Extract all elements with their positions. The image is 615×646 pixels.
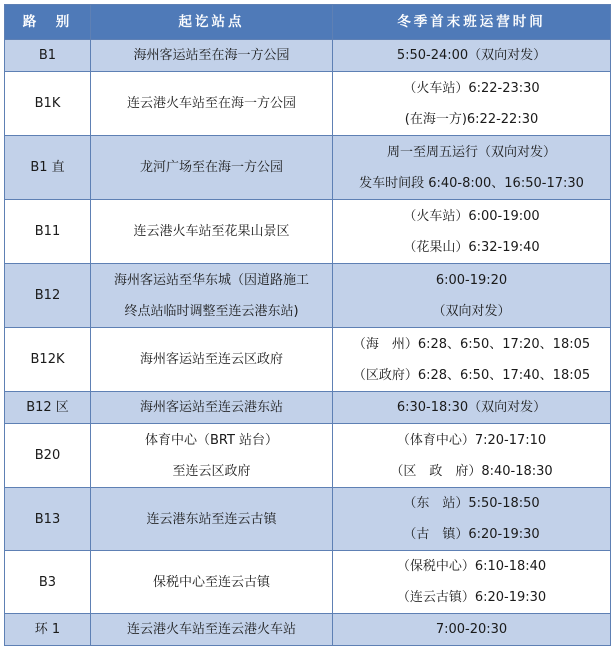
table-row bbox=[5, 424, 611, 488]
stops-line: 保税中心至连云古镇 bbox=[152, 574, 270, 590]
time-cell bbox=[333, 488, 611, 551]
bus-schedule-table bbox=[4, 4, 611, 646]
time-cell bbox=[333, 136, 611, 200]
route-cell: B20 bbox=[5, 424, 91, 488]
table-row bbox=[5, 200, 611, 264]
route-cell: B3 bbox=[5, 551, 91, 614]
time-line: （区政府）6:28、6:50、17:40、18:05 bbox=[352, 367, 591, 383]
table-body bbox=[5, 40, 611, 646]
route-cell: 环 1 bbox=[5, 614, 91, 646]
time-cell bbox=[333, 40, 611, 72]
table-row bbox=[5, 136, 611, 200]
stops-line: 连云港火车站至连云港火车站 bbox=[126, 622, 296, 637]
route-cell: B1 bbox=[5, 40, 91, 72]
header-time: 冬季首末班运营时间 bbox=[333, 5, 611, 40]
stops-line: 海州客运站至华东城（因道路施工 bbox=[113, 272, 309, 288]
time-cell bbox=[333, 200, 611, 264]
table-row bbox=[5, 72, 611, 136]
time-line: （体育中心）7:20-17:10 bbox=[396, 432, 547, 448]
time-line: 6:30-18:30（双向对发） bbox=[396, 400, 547, 415]
time-line: 5:50-24:00（双向对发） bbox=[396, 48, 547, 63]
time-cell bbox=[333, 72, 611, 136]
stops-cell bbox=[91, 551, 333, 614]
stops-line: 连云港火车站至花果山景区 bbox=[133, 224, 290, 239]
table-row bbox=[5, 551, 611, 614]
time-line: （火车站）6:00-19:00 bbox=[403, 208, 540, 224]
stops-line: 龙河广场至在海一方公园 bbox=[139, 160, 283, 175]
table-row bbox=[5, 264, 611, 328]
header-route: 路 别 bbox=[5, 5, 91, 40]
route-cell: B12 bbox=[5, 264, 91, 328]
route-cell: B1 直 bbox=[5, 136, 91, 200]
time-line: 发车时间段 6:40-8:00、16:50-17:30 bbox=[359, 175, 584, 191]
stops-cell bbox=[91, 72, 333, 136]
stops-cell bbox=[91, 136, 333, 200]
stops-cell bbox=[91, 392, 333, 424]
stops-line: 海州客运站至连云区政府 bbox=[139, 352, 283, 367]
time-line: （海 州）6:28、6:50、17:20、18:05 bbox=[352, 336, 591, 352]
route-cell: B1K bbox=[5, 72, 91, 136]
time-line: （古 镇）6:20-19:30 bbox=[403, 527, 540, 542]
stops-line: 连云港东站至连云古镇 bbox=[146, 511, 277, 527]
time-cell bbox=[333, 392, 611, 424]
time-cell bbox=[333, 328, 611, 392]
time-line: （双向对发） bbox=[432, 303, 511, 319]
stops-cell bbox=[91, 40, 333, 72]
header-stops: 起讫站点 bbox=[91, 5, 333, 40]
table-row bbox=[5, 328, 611, 392]
time-line: 7:00-20:30 bbox=[435, 622, 508, 637]
time-line: （区 政 府）8:40-18:30 bbox=[390, 463, 553, 479]
time-line: 6:00-19:20 bbox=[435, 272, 508, 288]
stops-cell bbox=[91, 264, 333, 328]
time-line: (在海一方)6:22-22:30 bbox=[404, 111, 539, 127]
stops-line: 海州客运站至在海一方公园 bbox=[133, 48, 290, 63]
time-cell bbox=[333, 264, 611, 328]
stops-cell bbox=[91, 328, 333, 392]
stops-cell bbox=[91, 200, 333, 264]
time-cell bbox=[333, 424, 611, 488]
time-cell bbox=[333, 551, 611, 614]
time-line: （保税中心）6:10-18:40 bbox=[396, 559, 547, 574]
stops-cell bbox=[91, 424, 333, 488]
table-row bbox=[5, 40, 611, 72]
time-line: （火车站）6:22-23:30 bbox=[403, 80, 540, 96]
route-cell: B11 bbox=[5, 200, 91, 264]
stops-cell bbox=[91, 488, 333, 551]
table-row bbox=[5, 488, 611, 551]
time-line: 周一至周五运行（双向对发） bbox=[386, 144, 556, 160]
time-line: （花果山）6:32-19:40 bbox=[403, 239, 540, 255]
stops-line: 海州客运站至连云港东站 bbox=[139, 400, 283, 415]
time-line: （东 站）5:50-18:50 bbox=[403, 496, 540, 511]
stops-line: 终点站临时调整至连云港东站) bbox=[124, 303, 299, 319]
route-cell: B12 区 bbox=[5, 392, 91, 424]
header-row bbox=[5, 5, 611, 40]
stops-line: 至连云区政府 bbox=[172, 463, 251, 479]
table-row bbox=[5, 392, 611, 424]
route-cell: B12K bbox=[5, 328, 91, 392]
route-cell: B13 bbox=[5, 488, 91, 551]
stops-line: 连云港火车站至在海一方公园 bbox=[126, 96, 296, 111]
time-line: （连云古镇）6:20-19:30 bbox=[396, 590, 547, 605]
stops-line: 体育中心（BRT 站台） bbox=[144, 432, 279, 448]
